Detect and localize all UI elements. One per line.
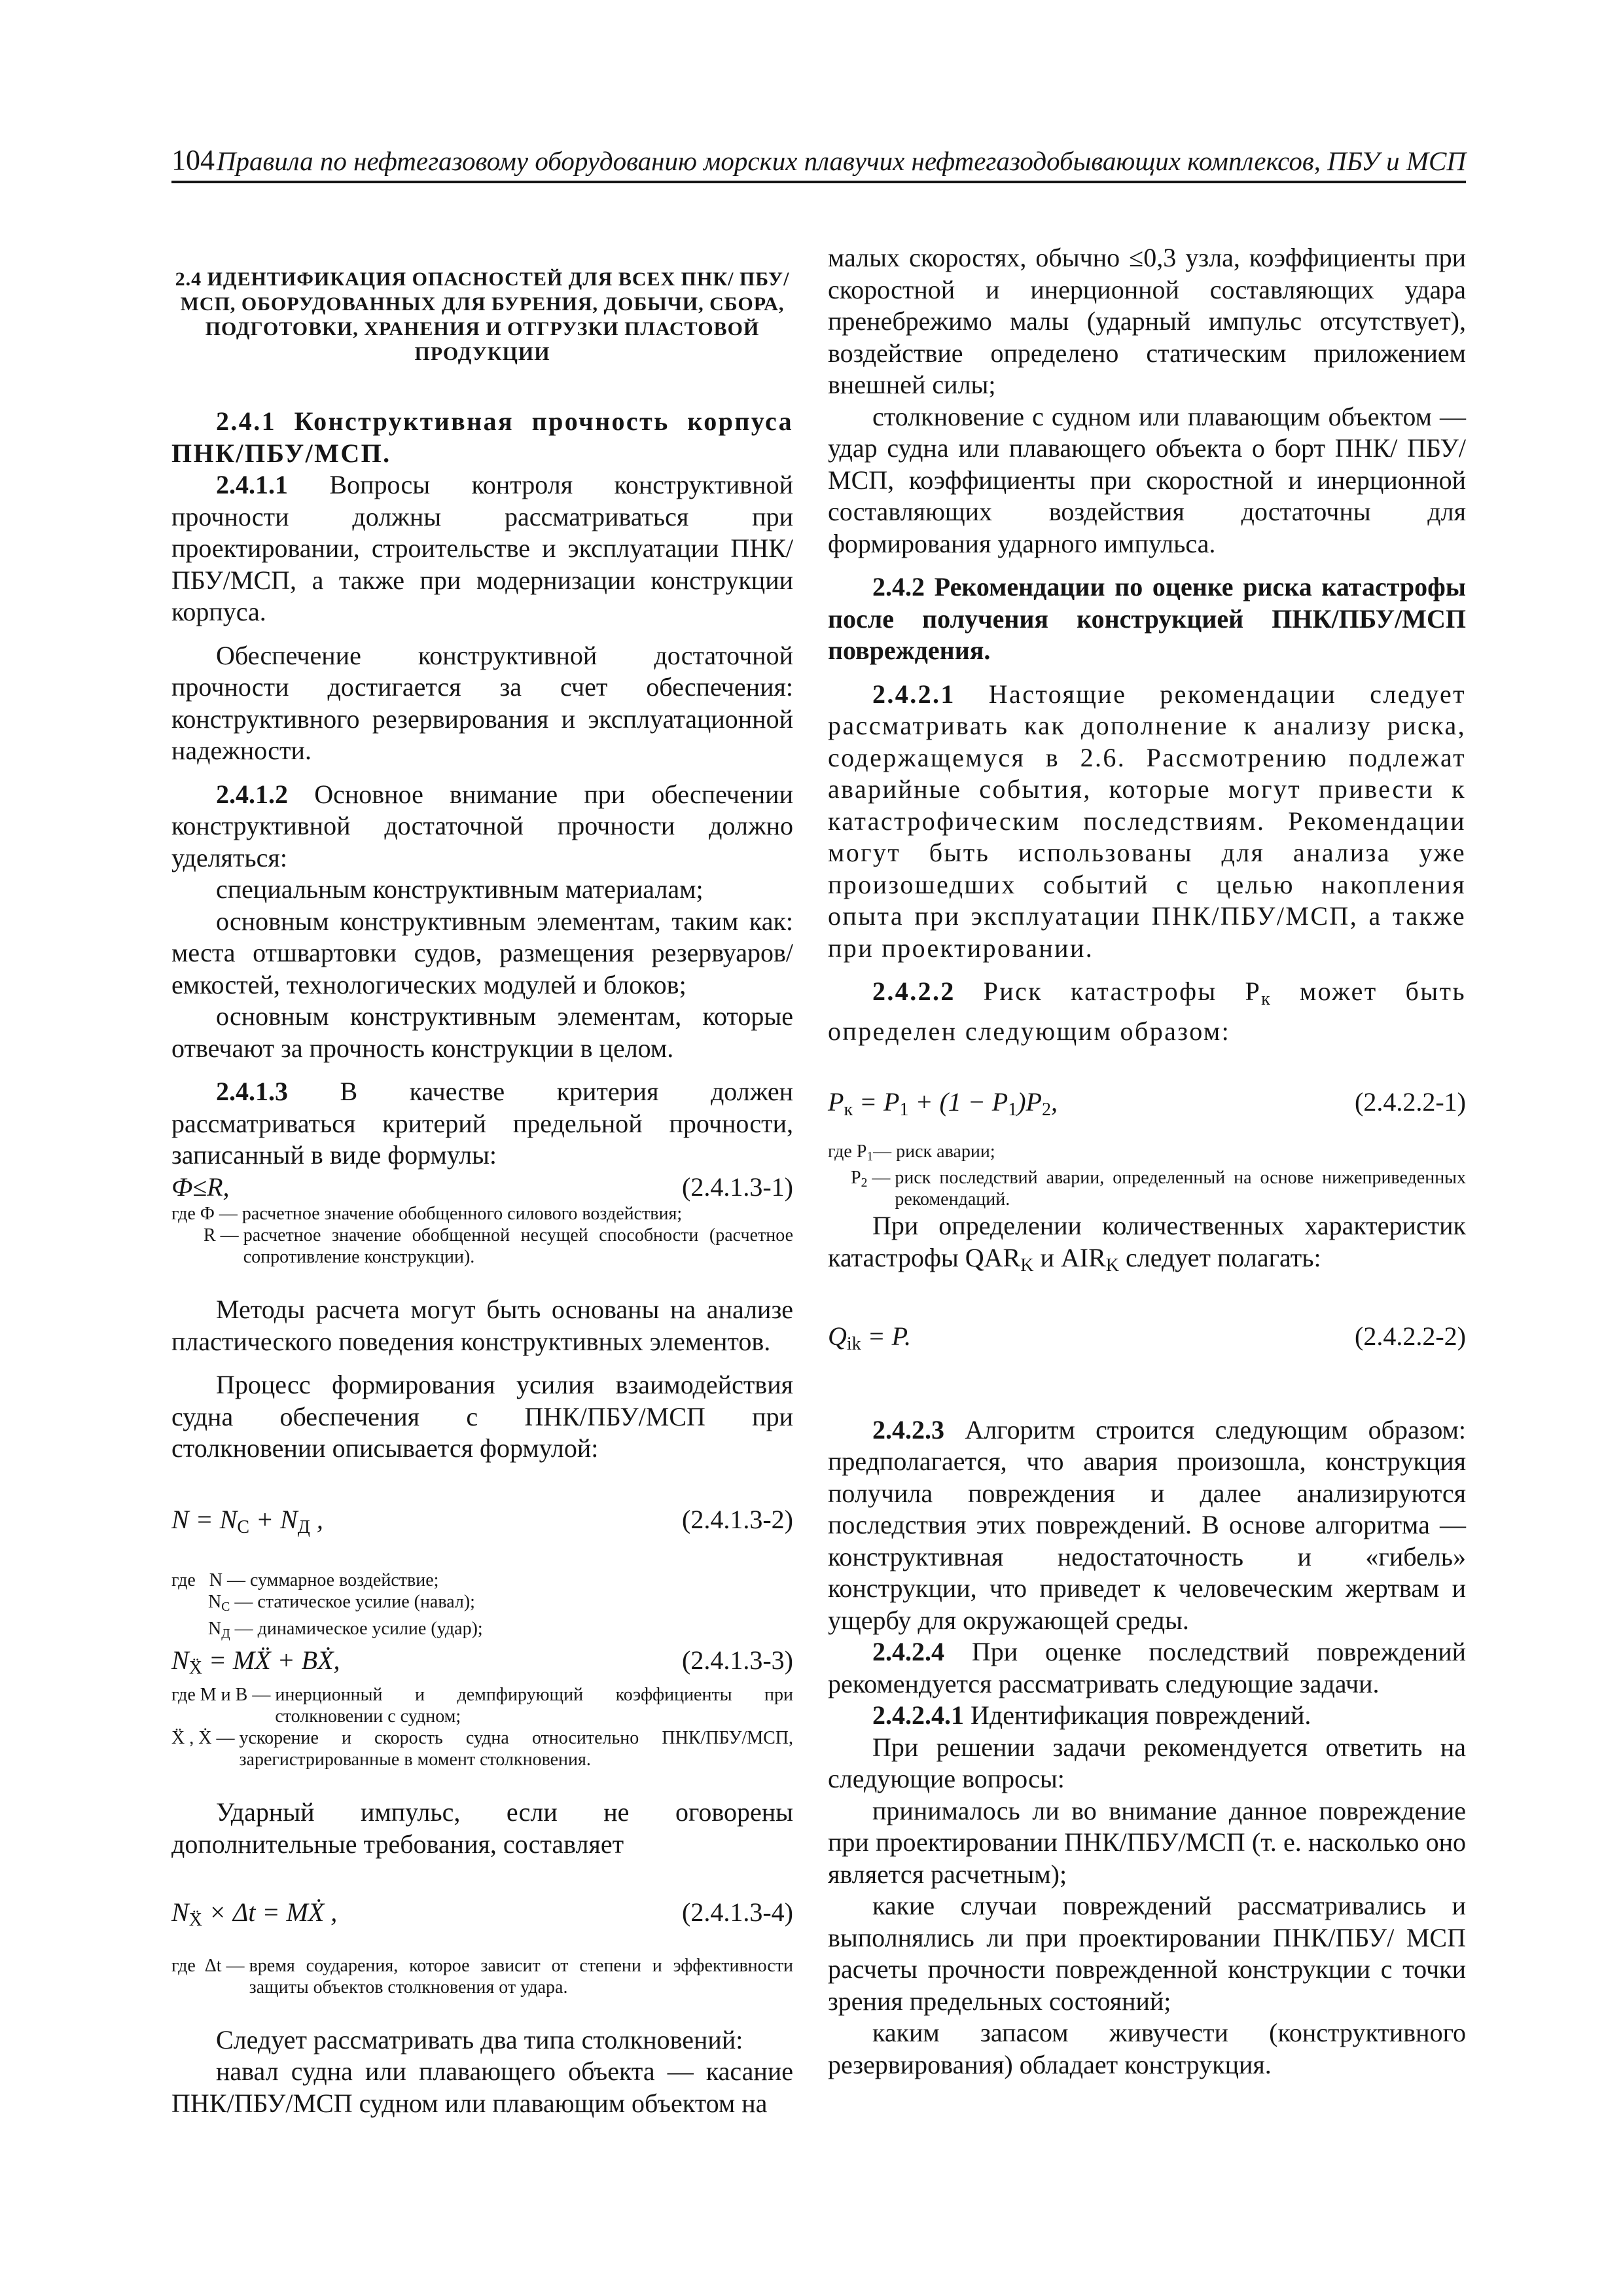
paragraph: Методы расчета могут быть основаны на анализе пластического поведения конструктивных элементов. (171, 1295, 793, 1356)
legend-line: $N_Д$ — динамическое усилие (удар); (171, 1618, 483, 1641)
list-item: каким запасом живучести (конструктивного резервирования) обладает конструкция. (828, 2018, 1466, 2079)
equation-number: (2.4.2.2-2) (1355, 1321, 1466, 1352)
clause-number: 2.4.2.1 (872, 679, 955, 709)
paragraph-text: Настоящие рекомендации следует рассматривать как дополнение к анализу риска, содержащемуся в 2.6. Рассмотрению подлежат аварийные события, которые могут привести к катастрофическим последствиям. Рекомендации могут быть использованы для анализа уже произошедших событий с целью накопления опыта при эксплуатации ПНК/ПБУ/МСП, а также при проектировании. (828, 679, 1466, 963)
paragraph-2-4-2-4 (828, 1636, 1466, 1700)
paragraph-text: В качестве критерия должен рассматриваться критерий предельной прочности, записанный в виде формулы: (171, 1077, 793, 1170)
legend-text: инерционный и демпфирующий коэффициенты при столкновении с судном; (275, 1685, 793, 1727)
paragraph: малых скоростях, обычно ≤0,3 узла, коэффициенты при скоростной и инерционной составляющих удара пренебрежимо малы (ударный импульс отсутствует), воздействие определено статическим приложением внешней силы; (828, 243, 1466, 399)
paragraph: Процесс формирования усилия взаимодействия судна обеспечения с ПНК/ПБУ/МСП при столкновении описывается формулой: (171, 1370, 793, 1463)
equation-2-4-2-2-1 (828, 1086, 1466, 1126)
list-item: основным конструктивным элементам, которые отвечают за прочность конструкции в целом. (171, 1001, 793, 1063)
paragraph: Следует рассматривать два типа столкновений: (216, 2024, 743, 2054)
right-column (828, 242, 1466, 2081)
running-title: Правила по нефтегазовому оборудованию морских плавучих нефтегазодобывающих комплексов, ПБУ и МСП (216, 146, 1466, 176)
equation-number: (2.4.1.3-4) (682, 1897, 793, 1928)
legend-text: риск последствий аварии, определенный на основе нижеприведенных рекомендаций. (895, 1168, 1466, 1210)
legend-line: где $P_1—$ риск аварии; (828, 1141, 995, 1164)
legend-key: Ẍ , Ẋ — (171, 1728, 240, 1749)
legend-key: R — (171, 1225, 243, 1246)
header-rule (171, 181, 1466, 183)
list-item: специальным конструктивным материалам; (216, 874, 704, 904)
paragraph-2-4-1-1 (171, 469, 793, 628)
equation-legend (171, 1570, 793, 1645)
equation-body: $N_Ẍ$ = MẌ + BẊ, (171, 1645, 340, 1678)
legend-text: время соударения, которое зависит от степени и эффективности защиты объектов столкновения от удара. (249, 1955, 793, 1998)
clause-number: 2.4.1.3 (216, 1077, 288, 1106)
equation-legend (828, 1141, 1466, 1211)
equation-2-4-2-2-2 (828, 1321, 1466, 1361)
paragraph-2-4-2-1 (828, 679, 1466, 965)
left-column (171, 242, 793, 2119)
legend-line: $N_С$ — статическое усилие (навал); (171, 1592, 475, 1614)
equation-body: $Q_{ik} = P$. (828, 1321, 911, 1355)
section-title: 2.4 ИДЕНТИФИКАЦИЯ ОПАСНОСТЕЙ ДЛЯ ВСЕХ ПНК/ ПБУ/МСП, ОБОРУДОВАННЫХ ДЛЯ БУРЕНИЯ, ДОБЫЧИ, СБОРА, ПОДГОТОВКИ, ХРАНЕНИЯ И ОТГРУЗКИ ПЛАСТОВОЙ ПРОДУКЦИИ (175, 268, 790, 365)
equation-number: (2.4.1.3-2) (682, 1504, 793, 1534)
legend-text: ускорение и скорость судна относительно ПНК/ПБУ/МСП, зарегистрированные в момент столкновения. (239, 1728, 793, 1770)
equation-2-4-1-3-4 (171, 1897, 793, 1937)
equation-number: (2.4.1.3-1) (682, 1172, 793, 1202)
clause-number: 2.4.2.4 (872, 1637, 944, 1667)
paragraph-text: Алгоритм строится следующим образом: предполагается, что авария произошла, конструкция получила повреждения и далее анализируются последствия этих повреждений. В основе алгоритма — конструктивная недостаточность и «гибель» конструкции, что приведет к человеческим жертвам и ущербу для окружающей среды. (828, 1414, 1466, 1635)
legend-text: расчетное значение обобщенной несущей способности (расчетное сопротивление конструкции). (243, 1225, 793, 1267)
clause-number: 2.4.1.1 (216, 470, 288, 499)
legend-key: где M и B — (171, 1685, 276, 1706)
clause-number: 2.4.1.2 (216, 779, 288, 809)
legend-key: где Ф — (171, 1204, 242, 1224)
equation-number: (2.4.1.3-3) (682, 1645, 793, 1675)
clause-number: 2.4.2.4.1 (872, 1700, 964, 1731)
equation-legend (171, 1684, 793, 1770)
legend-line: где N — суммарное воздействие; (171, 1570, 439, 1590)
equation-legend (171, 1203, 793, 1268)
clause-number: 2.4.2.2 (872, 977, 955, 1006)
equation-body: $N_Ẍ \times \Delta t$ = MẊ , (171, 1897, 338, 1931)
equation-2-4-1-3-1 (171, 1172, 793, 1204)
paragraph: столкновение с судном или плавающим объектом — удар судна или плавающего объекта о борт ПНК/ ПБУ/МСП, коэффициенты при скоростной и инерционной составляющих воздействия достаточны для формирования ударного импульса. (828, 401, 1466, 558)
paragraph-2-4-1-2 (171, 779, 793, 874)
legend-key: где Δt — (171, 1955, 249, 1976)
equation-body: $P_к = P_1 + (1 - P_1)P_2$, (828, 1087, 1058, 1120)
heading-2-4-2: 2.4.2 Рекомендации по оценке риска катастрофы после получения конструкцией ПНК/ПБУ/МСП повреждения. (828, 572, 1466, 665)
equation-2-4-1-3-3 (171, 1645, 793, 1685)
page-header (171, 137, 1466, 181)
page-number: 104 (171, 144, 215, 176)
paragraph-text: Идентификация повреждений. (964, 1700, 1311, 1731)
paragraph-text: Вопросы контроля конструктивной прочности должны рассматриваться при проектировании, строительстве и эксплуатации ПНК/ПБУ/МСП, а также при модернизации конструкции корпуса. (171, 470, 793, 626)
paragraph-text: Основное внимание при обеспечении конструктивной достаточной прочности должно уделяться: (171, 779, 793, 872)
equation-number: (2.4.2.2-1) (1355, 1087, 1466, 1117)
legend-line: $P_2$ — риск последствий аварии, определенный на основе нижеприведенных рекомендаций. (828, 1168, 1466, 1210)
clause-number: 2.4.2.3 (872, 1414, 944, 1444)
heading-2-4-1: 2.4.1 Конструктивная прочность корпуса ПНК/ПБУ/МСП. (171, 406, 793, 468)
paragraph-text: При оценке последствий повреждений рекомендуется рассматривать следующие задачи. (828, 1637, 1466, 1698)
paragraph-2-4-2-2: 2.4.2.2 Риск катастрофы $P_к$ может быть определен следующим образом: (828, 977, 1466, 1046)
paragraph: Ударный импульс, если не оговорены дополнительные требования, составляет (171, 1797, 793, 1859)
paragraph: При определении количественных характеристик катастрофы $QAR_K$ и $AIR_K$ следует полагать: (828, 1211, 1466, 1276)
list-item: какие случаи повреждений рассматривались и выполнялись ли при проектировании ПНК/ПБУ/ МСП расчеты прочности поврежденной конструкции с точки зрения предельных состояний; (828, 1891, 1466, 2016)
equation-body: $N = N_С + N_Д$ , (171, 1504, 323, 1537)
paragraph: навал судна или плавающего объекта — касание ПНК/ПБУ/МСП судном или плавающим объектом на (171, 2056, 793, 2118)
legend-text: расчетное значение обобщенного силового воздействия; (241, 1204, 683, 1224)
list-item: принималось ли во внимание данное повреждение при проектировании ПНК/ПБУ/МСП (т. е. насколько оно является расчетным); (828, 1795, 1466, 1889)
paragraph: При решении задачи рекомендуется ответить на следующие вопросы: (828, 1732, 1466, 1794)
list-item: основным конструктивным элементам, таким как: места отшвартовки судов, размещения резервуаров/емкостей, технологических модулей и блоков; (171, 906, 793, 999)
paragraph-2-4-1-3 (171, 1076, 793, 1172)
paragraph: Обеспечение конструктивной достаточной прочности достигается за счет обеспечения: конструктивного резервирования и эксплуатационной надежности. (171, 640, 793, 765)
equation-2-4-1-3-2 (171, 1504, 793, 1544)
equation-body: Ф≤R, (171, 1172, 230, 1202)
equation-legend (171, 1955, 793, 1998)
paragraph-2-4-2-4-1 (828, 1700, 1466, 1732)
paragraph-2-4-2-3 (828, 1414, 1466, 1637)
